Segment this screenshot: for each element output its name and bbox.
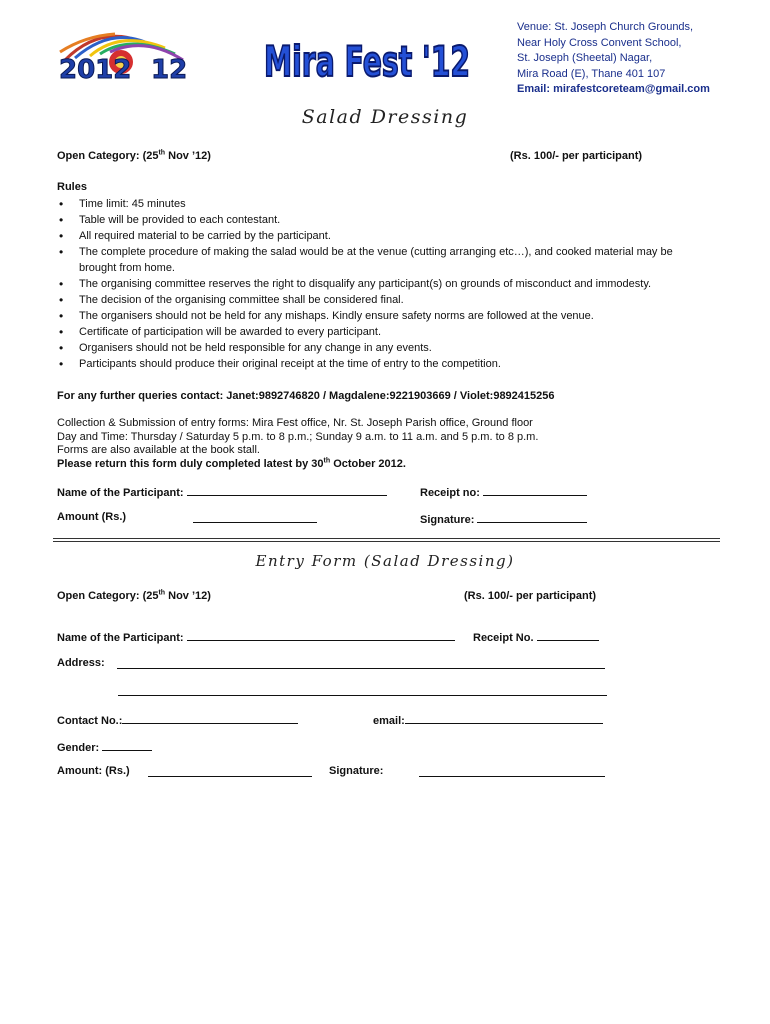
rule-item: • Organisers should not be held responsible for any change in any events. <box>57 340 697 356</box>
address-field-line-2[interactable] <box>118 684 607 699</box>
address-label: Address: <box>57 657 105 669</box>
rule-item: • The decision of the organising committee shall be considered final. <box>57 292 697 308</box>
venue-email: Email: mirafestcoreteam@gmail.com <box>517 83 710 95</box>
rule-item: • The organising committee reserves the right to disqualify any participant(s) on grounds of misconduct and immodesty. <box>57 276 697 292</box>
svg-text:12: 12 <box>151 55 188 85</box>
entry-fee-label: (Rs. 100/- per participant) <box>464 590 597 602</box>
rule-item: • Certificate of participation will be awarded to every participant. <box>57 324 697 340</box>
entry-receipt-no-field[interactable]: Receipt No. <box>473 629 599 644</box>
amount-field[interactable] <box>193 511 317 526</box>
section-divider <box>53 541 720 542</box>
rule-item: • The organisers should not be held for any mishaps. Kindly ensure safety norms are followed at the venue. <box>57 308 697 324</box>
entry-participant-name-field[interactable]: Name of the Participant: <box>57 629 455 644</box>
page-title: Salad Dressing <box>301 106 469 128</box>
entry-signature-label: Signature: <box>329 765 384 777</box>
receipt-no-field[interactable]: Receipt no: <box>420 484 587 499</box>
rule-item: • All required material to be carried by the participant. <box>57 228 697 244</box>
entry-amount-label: Amount: (Rs.) <box>57 765 130 777</box>
venue-block <box>517 20 710 98</box>
address-field-line-1[interactable] <box>117 657 605 672</box>
collection-line-1: Collection & Submission of entry forms: Mira Fest office, Nr. St. Joseph Parish office, Ground floor <box>57 417 533 429</box>
signature-field[interactable]: Signature: <box>420 511 587 526</box>
amount-label: Amount (Rs.) <box>57 511 127 523</box>
return-deadline: Please return this form duly completed latest by 30th October 2012. <box>57 456 406 470</box>
collection-line-3: Forms are also available at the book stall. <box>57 444 260 456</box>
venue-line-3: St. Joseph (Sheetal) Nagar, <box>517 52 653 64</box>
rule-item: • Participants should produce their original receipt at the time of entry to the competition. <box>57 356 697 372</box>
rules-list <box>57 196 697 372</box>
entry-form-title: Entry Form (Salad Dressing) <box>255 552 515 570</box>
mira-fest-logo <box>262 28 474 88</box>
venue-line-1: Venue: St. Joseph Church Grounds, <box>517 21 694 33</box>
venue-line-4: Mira Road (E), Thane 401 107 <box>517 67 666 80</box>
collection-line-2: Day and Time: Thursday / Saturday 5 p.m. to 8 p.m.; Sunday 9 a.m. to 11 a.m. and 5 p.m. to 8 p.m. <box>57 430 539 443</box>
gender-field[interactable]: Gender: <box>57 739 152 754</box>
rule-item: • Table will be provided to each contestant. <box>57 212 697 228</box>
entry-amount-field[interactable] <box>148 765 312 780</box>
rule-item: • The complete procedure of making the salad would be at the venue (cutting arranging etc…), and cooked material may be brought from home. <box>57 244 697 276</box>
fee-label: (Rs. 100/- per participant) <box>510 150 643 162</box>
logo-title-text: Mira Fest '12 <box>264 37 470 86</box>
logo-year-text: 2012 <box>59 55 132 85</box>
venue-line-2: Near Holy Cross Convent School, <box>517 36 682 49</box>
rule-item: • Time limit: 45 minutes <box>57 196 697 212</box>
contacts-line: For any further queries contact: Janet:9892746820 / Magdalene:9221903669 / Violet:9892415256 <box>57 390 555 402</box>
open-category-label: Open Category: (25th Nov ’12) <box>57 149 211 162</box>
entry-category-label: Open Category: (25th Nov ’12) <box>57 589 211 602</box>
contact-no-field[interactable]: Contact No.: <box>57 712 298 727</box>
collection-info <box>57 417 538 471</box>
section-divider <box>53 538 720 539</box>
participant-name-field[interactable]: Name of the Participant: <box>57 484 387 499</box>
entry-signature-field[interactable] <box>419 765 605 780</box>
email-field[interactable]: email: <box>373 712 603 727</box>
mira-fest-2012-emblem <box>55 30 190 85</box>
rules-heading: Rules <box>57 181 87 193</box>
